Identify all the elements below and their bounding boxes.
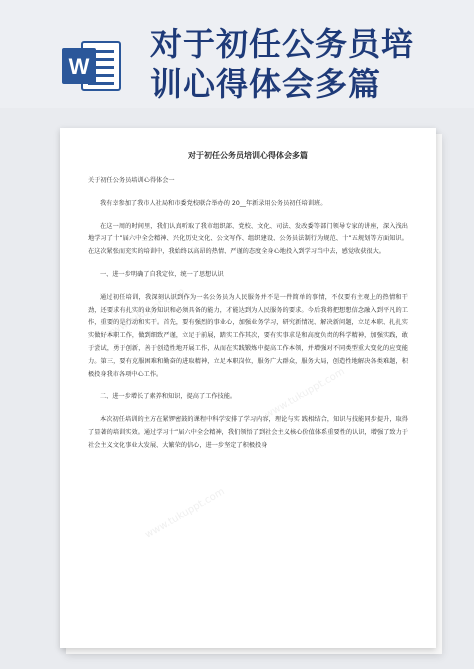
watermark: www.tukuppt.com	[103, 286, 187, 341]
header-banner	[0, 0, 474, 108]
paragraph: 本次初任培训的主方在紧锣密鼓的课程中科学安排了学习内容，理论与实 践相结合，知识与技能同步提升，取得了显著的培训实效。通过学习十”届六中全会精神，我们领悟了到社会主义核心价值体系重要性的认识，增强了致力于社会主义文化事业大发展、大繁荣的信心，进一步坚定了积极投身	[88, 416, 408, 449]
word-icon	[60, 34, 124, 98]
banner-title-line-2: 训心得体会多篇	[150, 65, 382, 103]
document-subtitle: 关于初任公务员培训心得体会一	[88, 177, 175, 184]
document-page	[60, 128, 436, 648]
section-heading: 二、进一步增长了素养和知识，提高了工作技能。	[100, 393, 237, 401]
document-content	[88, 150, 408, 463]
watermark: www.tukuppt.com	[143, 486, 227, 541]
paragraph: 通过初任培训，我深刻认识到作为一名公务员为人民服务并不是一件简单的事情，不仅要有主观上的热情和干劲，还要求有扎实的业务知识和必须具备的能力，才能达到为人民服务的要求。今后我将把想想信念融入到平凡的工作，重要的是行动和实干。首先，要有强烈的事业心，加强业务学习，研究新情况、解决新问题，立足本职、扎扎实实做好本职工作，做到细致严谨，立足于前展，踏实工作其次，要有实事求是和高度负责的科学精神，加强实践，敢于尝试，勇于创新，善于创造性地开展工作，从而在实践锻炼中提高工作本领，并增强对不同类型重大变化的应变能力。第三，要有克服困难和勤奋的进取精神，立足本职岗位，服务广大群众，服务大局，创造性地解决各类难题，积极投身我市各项中心工作。	[88, 293, 408, 378]
section-heading: 一、进一步明确了自我定位，统一了思想认识	[100, 270, 224, 278]
banner-title	[150, 24, 450, 104]
word-icon-letter: W	[68, 54, 90, 79]
document-title: 对于初任公务员培训心得体会多篇	[188, 151, 308, 160]
watermark: www.tukuppt.com	[263, 366, 347, 421]
paragraph: 在这一周的时间里，我们认真听取了我市组织部、党校、文化、司法、发改委等部门领导专家的讲座，深入浅出地学习了十”届六中全会精神、兴化历史文化、公文写作、组织建设、公务员法制行为规范、十”五规划等方面知识。在这次紧张而充实的培训中，我始终以高昂的热情、严谨的态度全身心地投入到学习当中去，感觉收获很大。	[88, 222, 408, 256]
paragraph: 我有幸参加了我市人社局和市委党校联合举办的 20__年新录用公务员初任培训班。	[100, 199, 327, 207]
banner-title-line-1: 对于初任公务员培	[150, 25, 415, 63]
